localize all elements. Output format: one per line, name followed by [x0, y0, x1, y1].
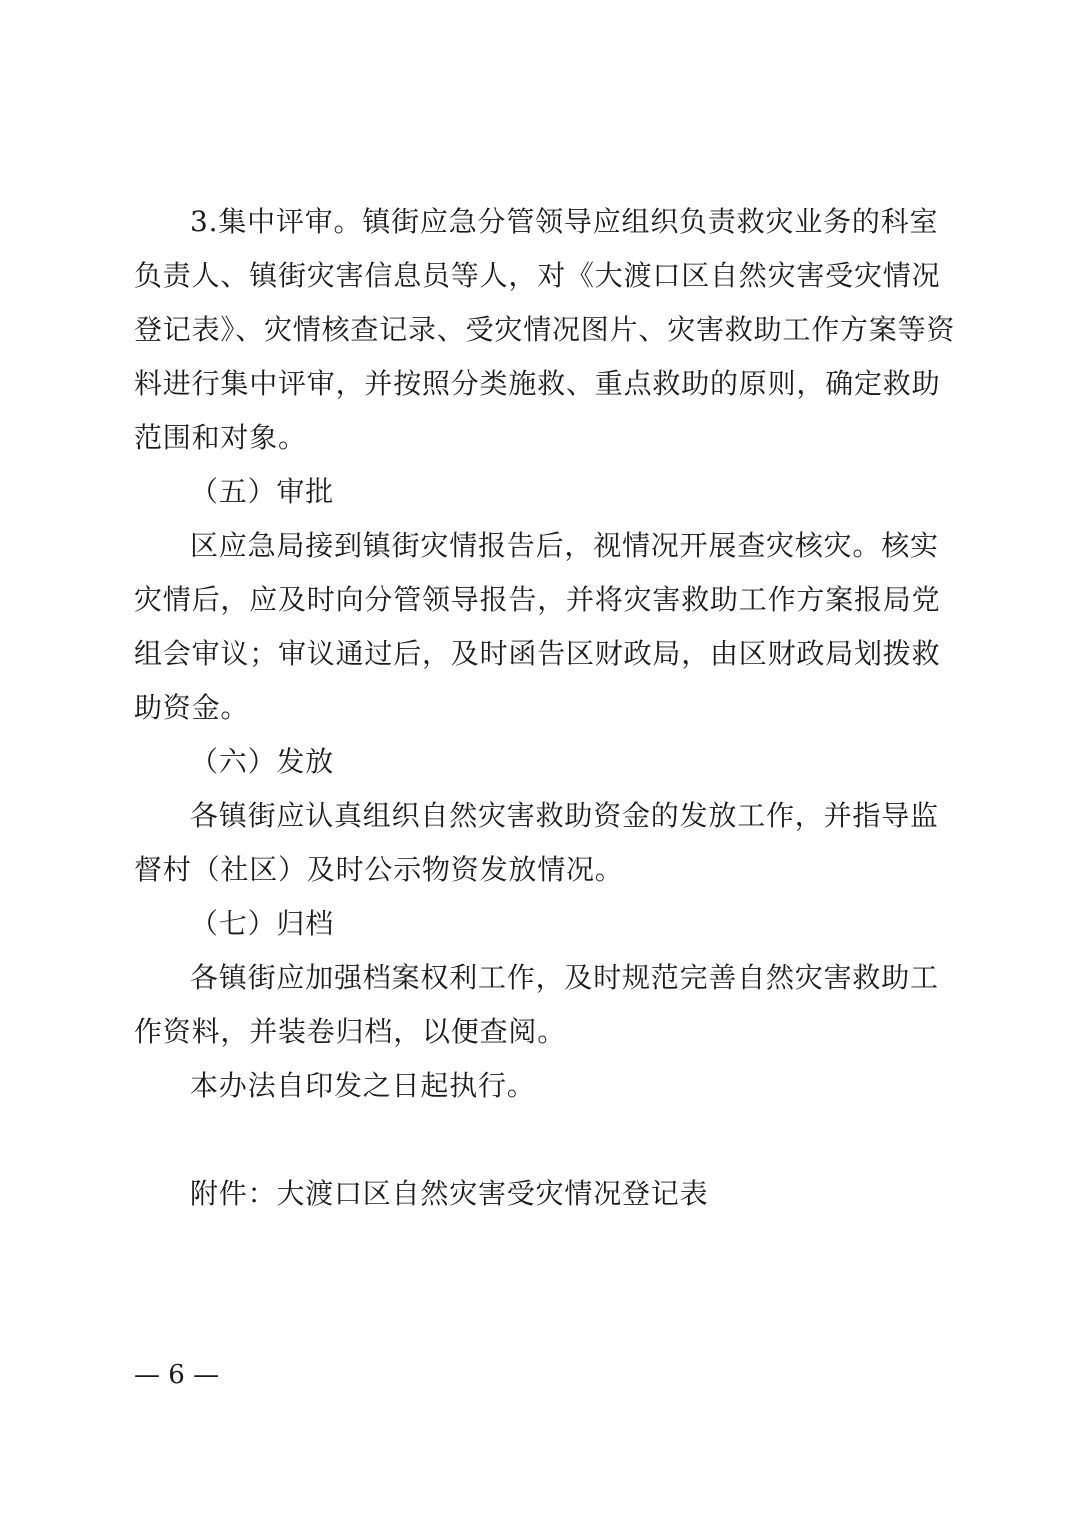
text-line: （七）归档	[190, 907, 335, 940]
paragraph	[134, 195, 956, 465]
text-line: 助资金。	[134, 691, 250, 724]
spacer	[134, 1113, 944, 1167]
section-heading	[134, 897, 944, 951]
text-line: 负责人、镇街灾害信息员等人，对《大渡口区自然灾害受灾情况	[134, 259, 941, 292]
text-line: 区应急局接到镇街灾情报告后，视情况开展查灾核灾。核实	[190, 529, 939, 562]
text-line: （五）审批	[190, 475, 335, 508]
section-heading	[134, 735, 944, 789]
text-line: 灾情后，应及时向分管领导报告，并将灾害救助工作方案报局党	[134, 583, 941, 616]
paragraph	[134, 789, 944, 897]
page-number: — 6 —	[134, 1360, 220, 1390]
text-line: 督村（社区）及时公示物资发放情况。	[134, 853, 624, 886]
text-line: 范围和对象。	[134, 421, 307, 454]
document-body	[134, 195, 956, 1221]
section-heading	[134, 465, 944, 519]
text-line: 各镇街应认真组织自然灾害救助资金的发放工作，并指导监	[190, 799, 939, 832]
paragraph	[134, 519, 944, 735]
text-line: 组会审议；审议通过后，及时函告区财政局，由区财政局划拨救	[134, 637, 941, 670]
text-line: 料进行集中评审，并按照分类施救、重点救助的原则，确定救助	[134, 367, 941, 400]
text-line: 3.集中评审。镇街应急分管领导应组织负责救灾业务的科室	[190, 205, 939, 238]
attachment-note: 附件：大渡口区自然灾害受灾情况登记表	[190, 1177, 709, 1210]
text-line: 各镇街应加强档案权利工作，及时规范完善自然灾害救助工	[190, 961, 939, 994]
text-line: 本办法自印发之日起执行。	[190, 1069, 536, 1102]
paragraph	[134, 1059, 944, 1113]
paragraph	[134, 951, 944, 1059]
text-line: 登记表》、灾情核查记录、受灾情况图片、灾害救助工作方案等资	[134, 313, 956, 346]
text-line: （六）发放	[190, 745, 335, 778]
text-line: 作资料，并装卷归档，以便查阅。	[134, 1015, 567, 1048]
